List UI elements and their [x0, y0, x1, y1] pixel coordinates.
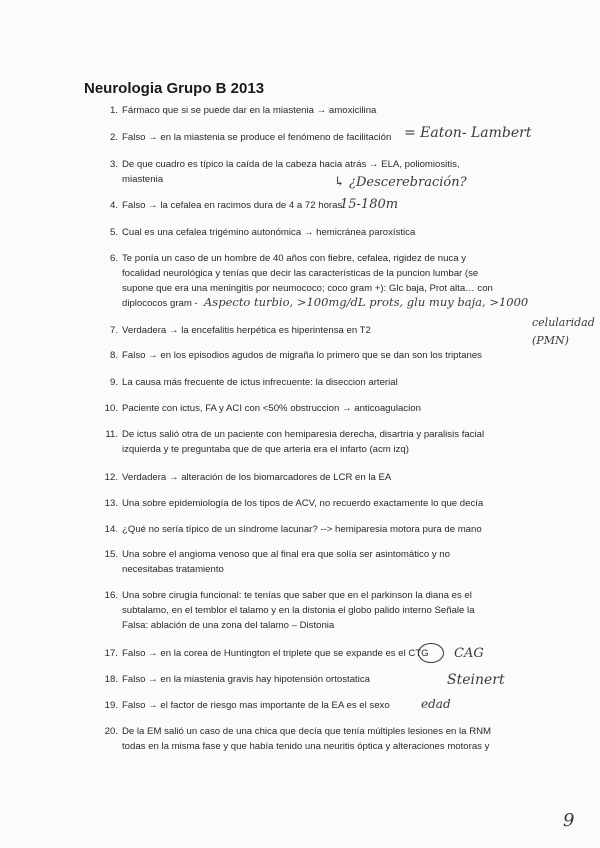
question-text-line: focalidad neurológica y tenías que decir las características de la puncion lumbar (se [122, 268, 479, 279]
question-text-line: Falso → en la miastenia gravis hay hipotensión ortostatica [122, 674, 370, 685]
question-number: 2. [109, 132, 118, 143]
handwritten-note-q3: ↳ ¿Descerebración? [334, 175, 467, 190]
question-number: 19. [104, 700, 118, 711]
question-number: 1. [109, 105, 118, 116]
question-text-line: Paciente con ictus, FA y ACI con <50% obstruccion → anticoagulacion [122, 403, 421, 414]
handwritten-note-q6-cont: celularidad [532, 316, 595, 329]
question-number: 18. [104, 674, 118, 685]
question-text-line: Una sobre el angioma venoso que al final era que solía ser asintomático y no [122, 549, 450, 560]
question-number: 6. [109, 253, 118, 264]
question-text-line: Te ponía un caso de un hombre de 40 años con fiebre, cefalea, rigidez de nuca y [122, 253, 467, 264]
question-text-line: todas en la misma fase y que había tenido una neuritis óptica y alteraciones motoras y [122, 741, 490, 752]
question-number: 7. [109, 325, 118, 336]
question-text-line: Una sobre cirugía funcional: te tenías que saber que en el parkinson la diana es el [122, 590, 472, 601]
question-text-line: necesitabas tratamiento [122, 564, 224, 575]
question-text-line: De que cuadro es típico la caída de la cabeza hacia atrás → ELA, poliomiositis, [122, 159, 460, 170]
question-text-line: Verdadera → alteración de los biomarcadores de LCR en la EA [122, 472, 392, 483]
question-text-line: subtalamo, en el temblor el talamo y en la distonia el globo palido interno Señale la [122, 605, 475, 616]
question-text-line: diplococos gram - [122, 298, 198, 309]
question-number: 15. [104, 549, 118, 560]
question-number: 9. [109, 377, 118, 388]
question-number: 16. [104, 590, 118, 601]
question-text-line: Falso → el factor de riesgo mas importante de la EA es el sexo [122, 700, 390, 711]
question-text-line: Falso → la cefalea en racimos dura de 4 a 72 horas [122, 200, 343, 211]
question-number: 12. [104, 472, 118, 483]
question-text-line: ¿Qué no sería típico de un síndrome lacunar? --> hemiparesia motora pura de mano [122, 524, 482, 535]
handwritten-note-q4: 15-180m [340, 197, 399, 212]
question-text-line: Falso → en la miastenia se produce el fenómeno de facilitación [122, 132, 392, 143]
question-text-line: Falso → en los episodios agudos de migraña lo primero que se dan son los triptanes [122, 350, 482, 361]
question-text-line: De ictus salió otra de un paciente con hemiparesia derecha, disartria y paralisis facial [122, 429, 485, 440]
question-text-line: Fármaco que si se puede dar en la miastenia → amoxicilina [122, 105, 377, 116]
question-number: 13. [104, 498, 118, 509]
handwritten-note-q6: Aspecto turbio, >100mg/dL prots, glu muy baja, >1000 [204, 295, 529, 309]
question-number: 3. [109, 159, 118, 170]
question-text-line: Falso → en la corea de Huntington el triplete que se expande es el CTG [122, 648, 429, 659]
question-number: 8. [109, 350, 118, 361]
page-title: Neurologia Grupo B 2013 [84, 80, 265, 97]
handwritten-note-q2: = Eaton- Lambert [404, 125, 532, 141]
handwritten-note-q19: edad [421, 697, 451, 711]
question-number: 14. [104, 524, 118, 535]
question-text-line: izquierda y te preguntaba que de que arteria era el infarto (acm izq) [122, 444, 409, 455]
handwritten-note-q6-pmn: (PMN) [532, 334, 569, 347]
handwritten-circle-ctg [418, 643, 444, 663]
question-text-line: Falsa: ablación de una zona del talamo – Distonia [122, 620, 335, 631]
handwritten-note-q17: CAG [454, 646, 484, 661]
question-text-line: De la EM salió un caso de una chica que decía que tenía múltiples lesiones en la RNM [122, 726, 492, 737]
question-number: 17. [104, 648, 118, 659]
question-text-line: miastenia [122, 174, 164, 185]
question-number: 11. [105, 429, 118, 440]
page-number: 9 [563, 810, 575, 831]
question-text-line: Verdadera → la encefalitis herpética es hiperintensa en T2 [122, 325, 371, 336]
question-number: 10. [104, 403, 118, 414]
question-text-line: Una sobre epidemiología de los tipos de ACV, no recuerdo exactamente lo que decía [122, 498, 484, 509]
question-text-line: Cual es una cefalea trigémino autonómica → hemicránea paroxística [122, 227, 416, 238]
question-number: 5. [109, 227, 118, 238]
question-text-line: La causa más frecuente de ictus infrecuente: la diseccion arterial [122, 377, 398, 388]
question-number: 20. [104, 726, 118, 737]
question-number: 4. [109, 200, 118, 211]
handwritten-note-q18: Steinert [447, 672, 505, 688]
question-text-line: supone que era una meningitis por neumococo; coco gram +): Glc baja, Prot alta… con [122, 283, 493, 294]
